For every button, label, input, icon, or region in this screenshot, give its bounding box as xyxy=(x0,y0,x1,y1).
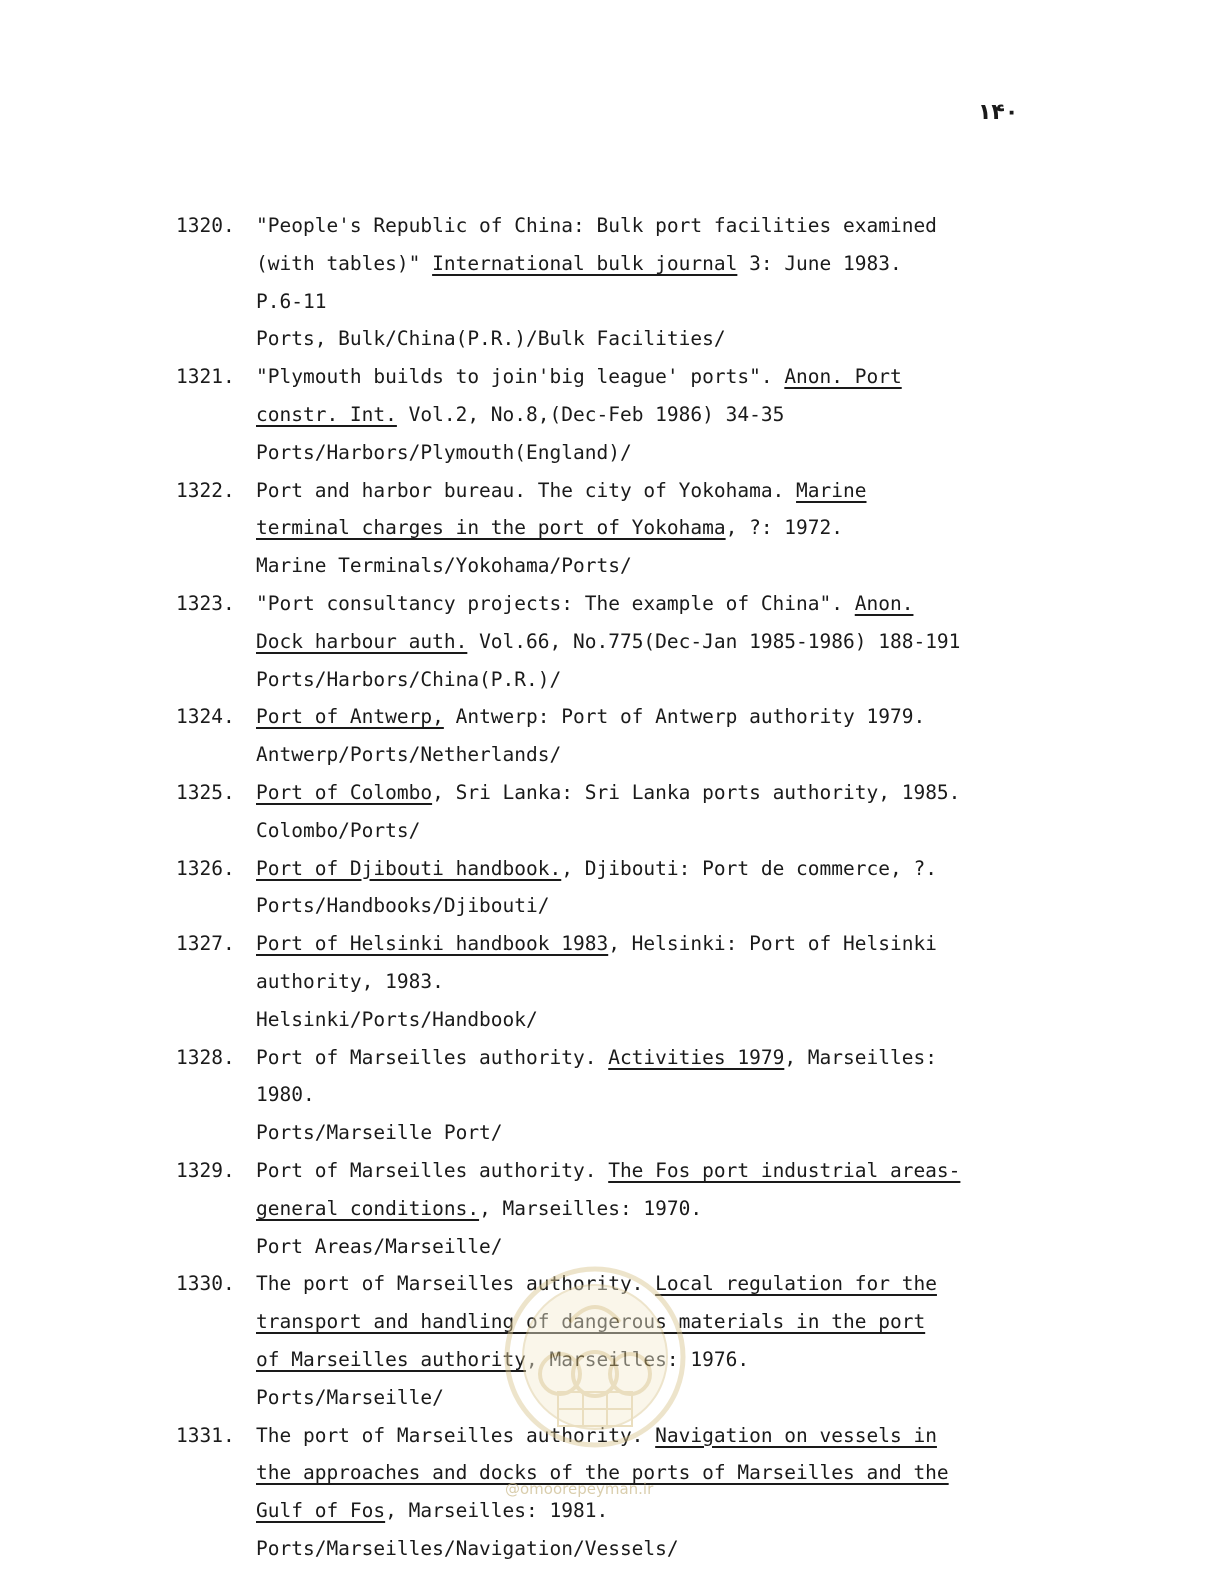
citation-text: (with tables)" xyxy=(256,251,433,275)
citation-line xyxy=(256,509,1056,547)
citation-line xyxy=(256,1190,1056,1228)
entry-keywords: Antwerp/Ports/Netherlands/ xyxy=(256,743,562,767)
citation-title: of Marseilles authority xyxy=(256,1347,527,1371)
citation-text: , Marseilles: xyxy=(784,1045,937,1069)
citation-text: , Marseilles: 1970. xyxy=(479,1196,703,1220)
citation-text: Port of Marseilles authority. xyxy=(256,1158,609,1182)
entry-citation xyxy=(256,1417,1056,1568)
citation-text: 3: June 1983. xyxy=(737,251,902,275)
citation-title: general conditions. xyxy=(256,1196,480,1220)
citation-title: Port of Djibouti handbook. xyxy=(256,856,562,880)
citation-text: Vol.66, No.775(Dec-Jan 1985-1986) 188-191 xyxy=(467,629,961,653)
entry-keywords: Ports/Harbors/China(P.R.)/ xyxy=(256,667,562,691)
citation-text: , ?: 1972. xyxy=(725,516,844,540)
citation-line xyxy=(256,925,1056,963)
citation-text: The port of Marseilles authority. xyxy=(256,1423,656,1447)
entry-keywords: Ports/Marseilles/Navigation/Vessels/ xyxy=(256,1536,679,1560)
entry-citation xyxy=(256,925,1056,1038)
entry-keywords: Ports, Bulk/China(P.R.)/Bulk Facilities/ xyxy=(256,327,726,351)
citation-line xyxy=(256,1303,1056,1341)
entry-keywords: Port Areas/Marseille/ xyxy=(256,1234,503,1258)
entry-keywords: Ports/Handbooks/Djibouti/ xyxy=(256,894,550,918)
entry-number: 1322. xyxy=(176,478,235,502)
citation-line xyxy=(256,850,1056,888)
citation-line xyxy=(256,698,1056,736)
citation-title: Local regulation for the xyxy=(655,1272,937,1296)
citation-text: Antwerp: Port of Antwerp authority 1979. xyxy=(443,705,926,729)
entry-citation xyxy=(256,207,1056,358)
bibliography-entry xyxy=(176,472,1056,585)
citation-title: The Fos port industrial areas- xyxy=(608,1158,961,1182)
citation-line xyxy=(256,963,1056,1001)
citation-line xyxy=(256,358,1056,396)
citation-text: "People's Republic of China: Bulk port facilities examined xyxy=(256,214,937,237)
citation-title: Port of Helsinki handbook 1983 xyxy=(256,932,609,956)
entry-number: 1324. xyxy=(176,705,235,729)
citation-line xyxy=(256,472,1056,510)
citation-text: , Sri Lanka: Sri Lanka ports authority, 1985. xyxy=(432,780,961,804)
entry-citation xyxy=(256,472,1056,585)
entry-citation xyxy=(256,1039,1056,1152)
citation-text: The port of Marseilles authority. xyxy=(256,1272,656,1296)
citation-title: terminal charges in the port of Yokohama xyxy=(256,516,726,540)
entry-citation xyxy=(256,585,1056,698)
entry-citation xyxy=(256,358,1056,471)
entry-keywords: Helsinki/Ports/Handbook/ xyxy=(256,1007,538,1031)
entry-number: 1326. xyxy=(176,856,235,880)
entry-citation xyxy=(256,850,1056,926)
citation-text: Port of Marseilles authority. xyxy=(256,1045,609,1069)
citation-title: International bulk journal xyxy=(432,251,738,275)
citation-line xyxy=(256,207,1056,245)
entry-number: 1325. xyxy=(176,780,235,804)
citation-title: Gulf of Fos xyxy=(256,1499,386,1523)
entry-number: 1330. xyxy=(176,1272,235,1296)
bibliography-entry xyxy=(176,358,1056,471)
citation-title: Anon. Port xyxy=(784,365,902,389)
bibliography-list xyxy=(176,207,1056,1568)
citation-title: Port of Colombo xyxy=(256,780,433,804)
citation-line xyxy=(256,1454,1056,1492)
entry-citation xyxy=(256,1152,1056,1265)
entry-number: 1328. xyxy=(176,1045,235,1069)
bibliography-entry xyxy=(176,1039,1056,1152)
citation-title: Dock harbour auth. xyxy=(256,629,468,653)
entry-number: 1331. xyxy=(176,1423,235,1447)
citation-line xyxy=(256,1341,1056,1379)
bibliography-entry xyxy=(176,850,1056,926)
entry-keywords: Ports/Marseille/ xyxy=(256,1385,444,1409)
citation-line xyxy=(256,1492,1056,1530)
entry-number: 1327. xyxy=(176,932,235,956)
citation-title: Anon. xyxy=(854,591,914,615)
citation-text: Port and harbor bureau. The city of Yokohama. xyxy=(256,478,797,502)
citation-line xyxy=(256,585,1056,623)
bibliography-entry xyxy=(176,1265,1056,1416)
citation-text: authority, 1983. xyxy=(256,969,444,993)
citation-title: constr. Int. xyxy=(256,402,397,426)
bibliography-entry xyxy=(176,925,1056,1038)
citation-text: P.6-11 xyxy=(256,289,327,313)
citation-text: "Plymouth builds to join'big league' ports". xyxy=(256,365,785,389)
citation-title: Port of Antwerp, xyxy=(256,705,444,729)
citation-line xyxy=(256,1039,1056,1077)
entry-number: 1323. xyxy=(176,591,235,615)
entry-keywords: Colombo/Ports/ xyxy=(256,818,421,842)
citation-title: transport and handling of dangerous materials in the port xyxy=(256,1310,926,1334)
citation-line xyxy=(256,1417,1056,1455)
bibliography-entry xyxy=(176,698,1056,774)
citation-line xyxy=(256,623,1056,661)
bibliography-entry xyxy=(176,585,1056,698)
citation-text: , Marseilles: 1981. xyxy=(385,1499,609,1523)
entry-keywords: Ports/Marseille Port/ xyxy=(256,1121,503,1145)
citation-title: Activities 1979 xyxy=(608,1045,785,1069)
citation-line xyxy=(256,396,1056,434)
citation-text: Vol.2, No.8,(Dec-Feb 1986) 34-35 xyxy=(396,402,785,426)
bibliography-entry xyxy=(176,774,1056,850)
citation-title: Navigation on vessels in xyxy=(655,1423,937,1447)
bibliography-entry xyxy=(176,1152,1056,1265)
entry-number: 1320. xyxy=(176,214,235,237)
citation-line xyxy=(256,1076,1056,1114)
entry-keywords: Ports/Harbors/Plymouth(England)/ xyxy=(256,440,632,464)
citation-text: , Helsinki: Port of Helsinki xyxy=(608,932,937,956)
citation-title: Marine xyxy=(796,478,867,502)
citation-text: , Djibouti: Port de commerce, ?. xyxy=(561,856,937,880)
page-number: ۱۴۰ xyxy=(978,100,1019,125)
citation-text: "Port consultancy projects: The example of China". xyxy=(256,591,855,615)
citation-line xyxy=(256,1265,1056,1303)
citation-text: 1980. xyxy=(256,1083,315,1107)
citation-text: , Marseilles: 1976. xyxy=(526,1347,750,1371)
citation-line xyxy=(256,774,1056,812)
entry-number: 1329. xyxy=(176,1158,235,1182)
citation-line xyxy=(256,245,1056,283)
entry-citation xyxy=(256,1265,1056,1416)
entry-number: 1321. xyxy=(176,365,235,389)
citation-line xyxy=(256,283,1056,321)
bibliography-entry xyxy=(176,207,1056,358)
entry-keywords: Marine Terminals/Yokohama/Ports/ xyxy=(256,554,632,578)
entry-citation xyxy=(256,774,1056,850)
entry-citation xyxy=(256,698,1056,774)
citation-line xyxy=(256,1152,1056,1190)
watermark-text: @omoorepeyman.ir xyxy=(505,1480,654,1498)
citation-title: the approaches and docks of the ports of Marseilles and the xyxy=(256,1461,949,1485)
